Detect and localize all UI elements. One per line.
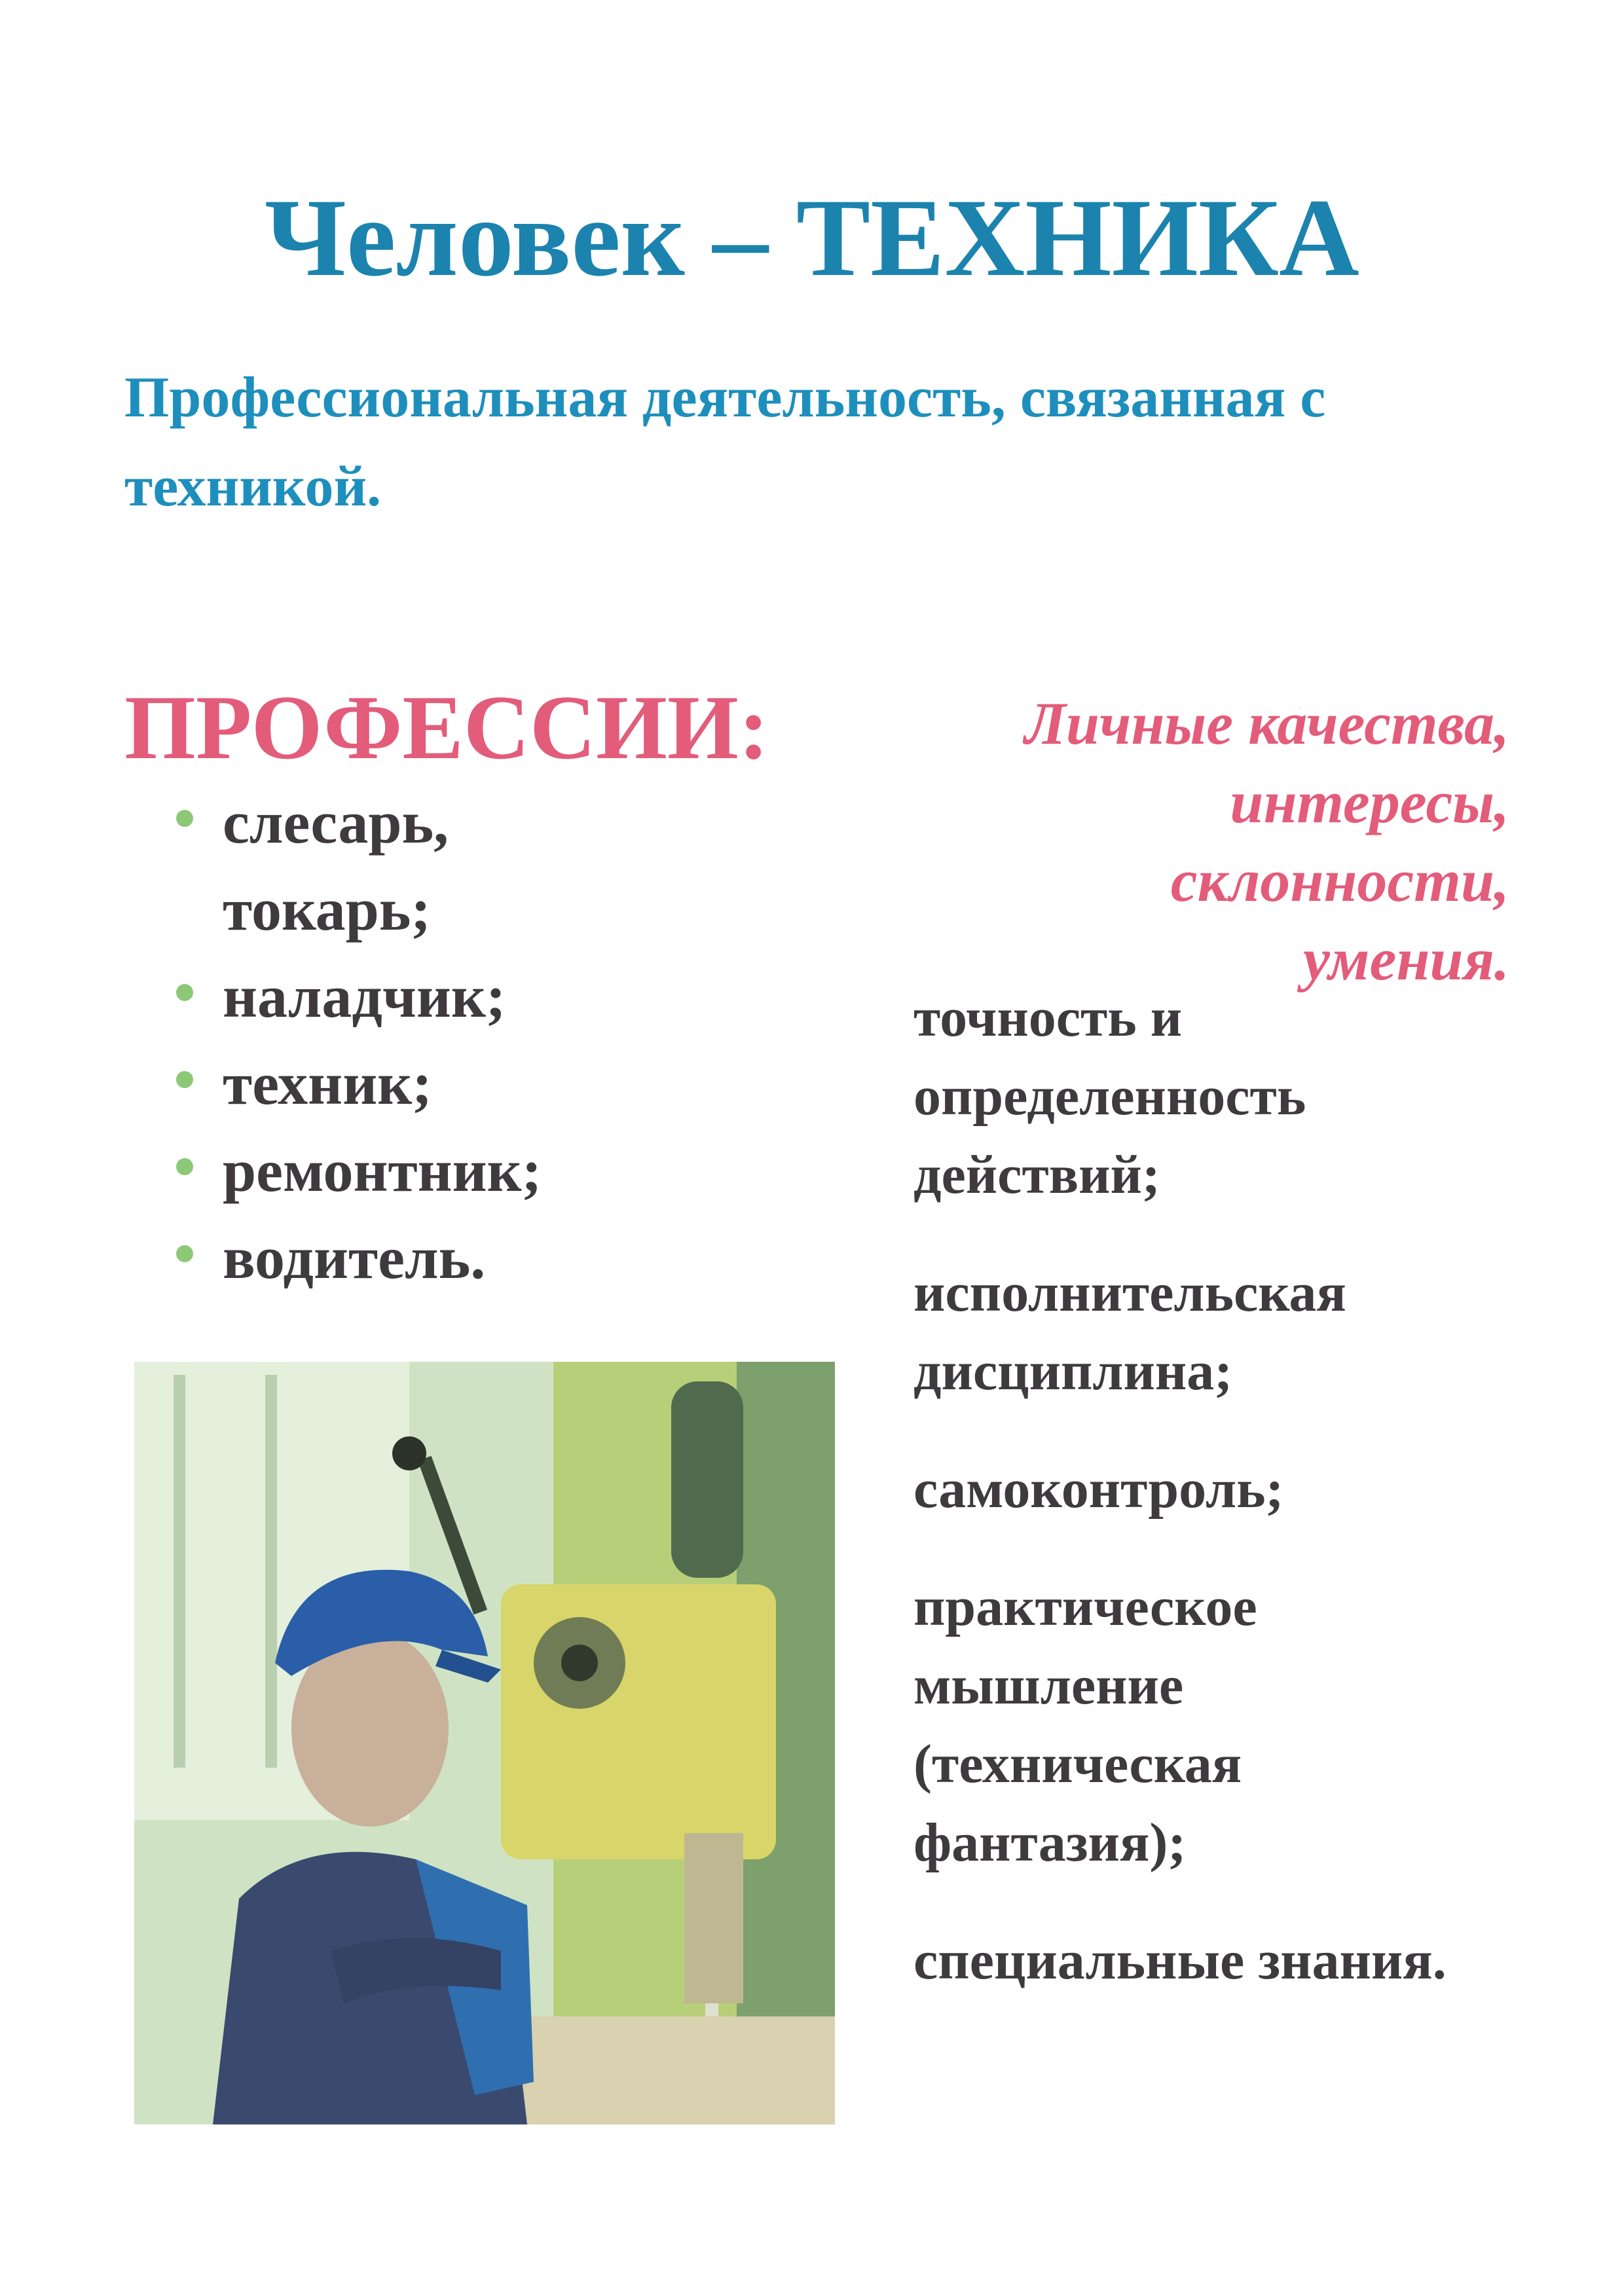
profession-label: техник; (223, 1050, 432, 1117)
qualities-list (913, 979, 1503, 2039)
professions-list (174, 779, 648, 1302)
bullet-icon (176, 984, 193, 1001)
page-subtitle: Профессиональная деятельность, связанная с техникой. (124, 366, 1326, 519)
qualities-heading-line: склонности, (1170, 847, 1509, 914)
bullet-icon (176, 1071, 193, 1088)
window-frame (174, 1375, 185, 1768)
lever-knob (392, 1436, 426, 1470)
workpiece (501, 2016, 835, 2124)
list-item (174, 1040, 648, 1127)
quality-item: исполнительская дисциплина; (913, 1262, 1346, 1402)
profession-label: наладчик; (223, 963, 506, 1030)
profession-label: ремонтник; (223, 1137, 542, 1204)
list-item (174, 1214, 648, 1302)
machine-motor (671, 1381, 743, 1578)
handwheel-hub (561, 1645, 598, 1681)
bullet-icon (176, 1245, 193, 1262)
profession-label: водитель. (223, 1224, 486, 1291)
quality-item: практическое мышление (техническая фантазия); (913, 1576, 1257, 1873)
qualities-heading-line: интересы, (1230, 769, 1509, 835)
bullet-icon (176, 810, 193, 827)
quality-item: самоконтроль; (913, 1459, 1284, 1520)
bullet-icon (176, 1158, 193, 1175)
list-item (174, 1127, 648, 1214)
professions-heading: ПРОФЕССИИ: (124, 677, 769, 778)
worker-at-drill-press-photo (134, 1362, 835, 2124)
quality-item: специальные знания. (913, 1930, 1447, 1991)
qualities-heading-line: Личные качества, (1024, 690, 1509, 757)
drill-spindle (684, 1833, 743, 2003)
photo-illustration (134, 1362, 835, 2124)
drill-head (501, 1584, 776, 1859)
quality-item: точность и определенность действий; (913, 987, 1306, 1205)
page-title: Человек – ТЕХНИКА (265, 176, 1359, 299)
profession-label: слесарь, токарь; (223, 789, 449, 943)
list-item (174, 953, 648, 1040)
qualities-heading-line: умения. (1302, 926, 1509, 993)
list-item (174, 779, 648, 953)
window-frame (265, 1375, 277, 1768)
qualities-heading (855, 684, 1509, 998)
